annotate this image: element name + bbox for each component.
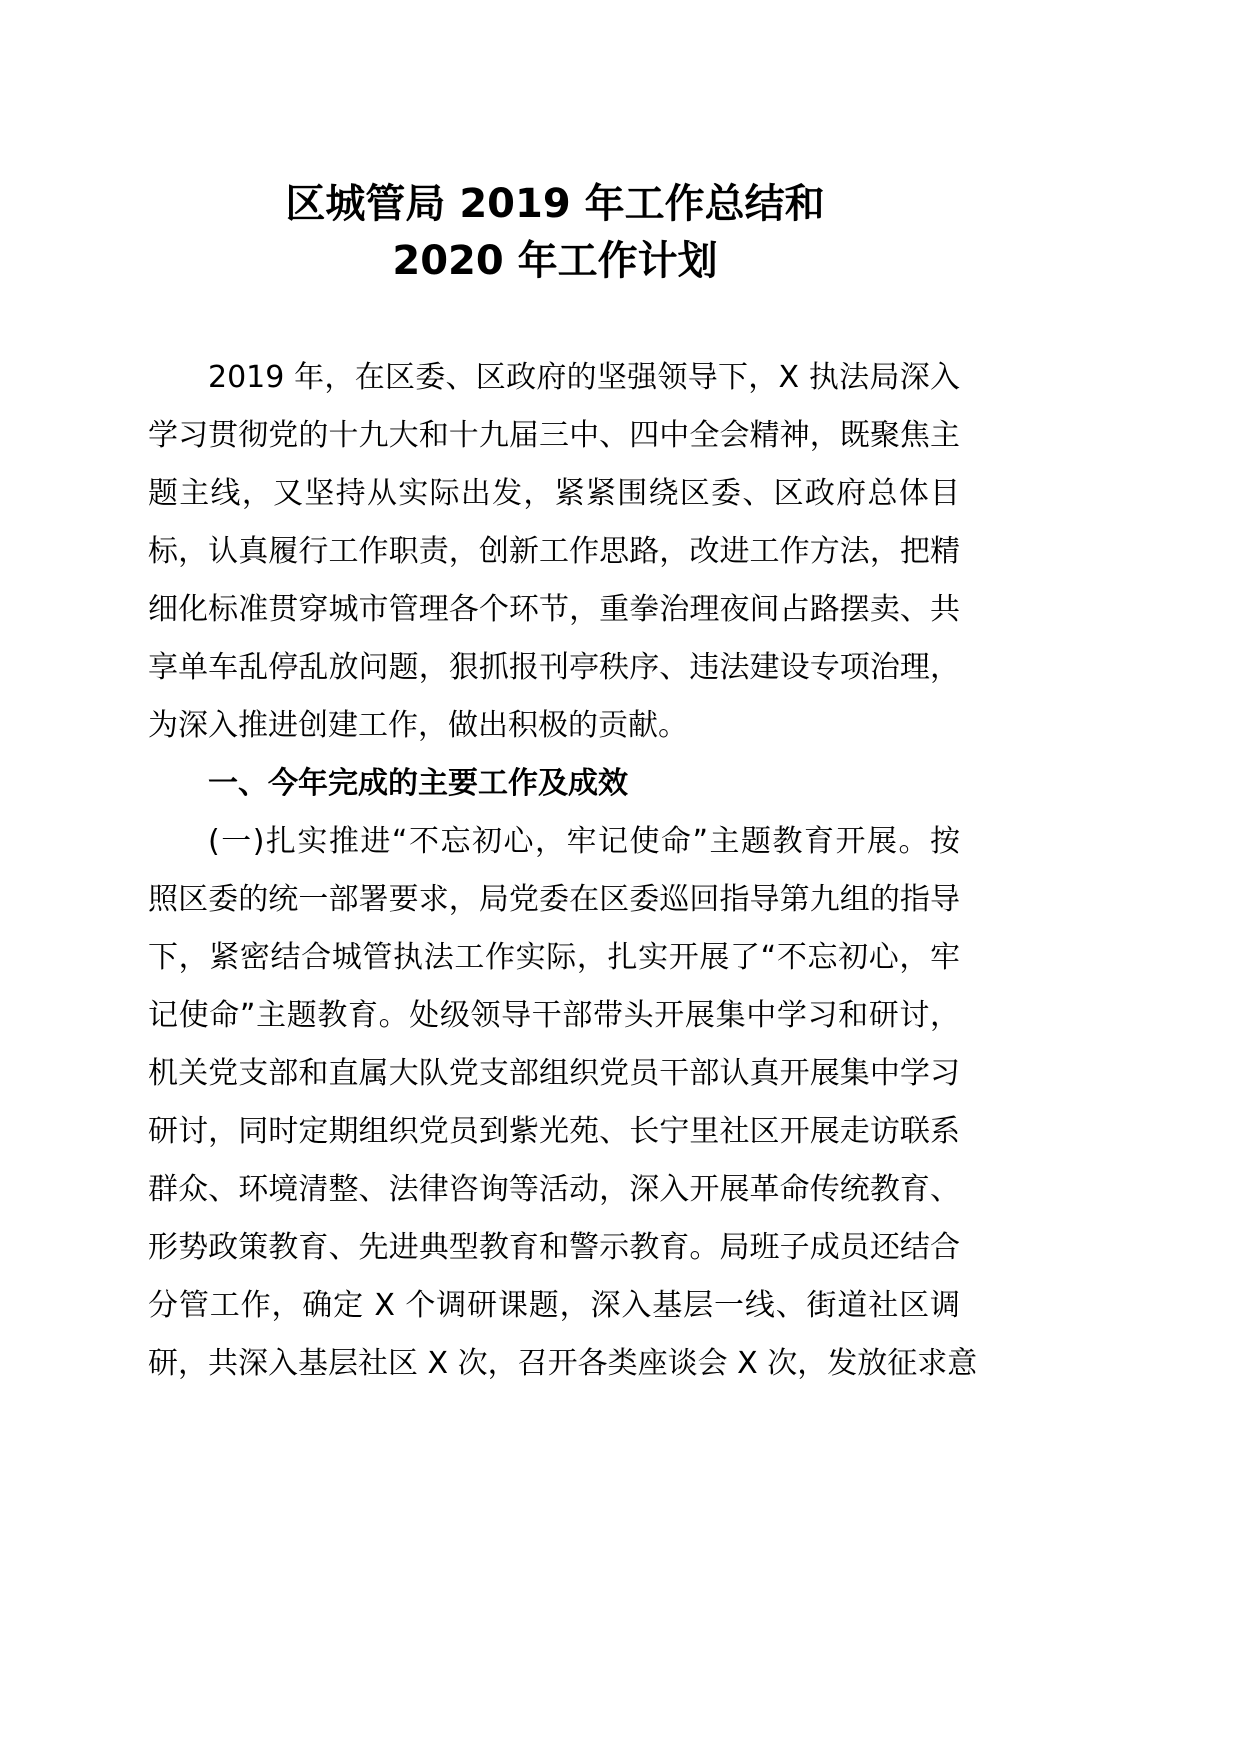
paragraph-line: 题主线，又坚持从实际出发，紧紧围绕区委、区政府总体目	[148, 476, 960, 511]
paragraph-line: 标，认真履行工作职责，创新工作思路，改进工作方法，把精	[148, 534, 960, 569]
document-title	[0, 176, 1110, 290]
paragraph-line: 群众、环境清整、法律咨询等活动，深入开展革命传统教育、	[148, 1172, 960, 1207]
section-heading: 一、今年完成的主要工作及成效	[208, 766, 628, 801]
paragraph-line: 为深入推进创建工作，做出积极的贡献。	[148, 708, 688, 743]
paragraph-line: 机关党支部和直属大队党支部组织党员干部认真开展集中学习	[148, 1056, 960, 1091]
paragraph-line: 分管工作，确定 X 个调研课题，深入基层一线、街道社区调	[148, 1288, 960, 1323]
paragraph-line: 研讨，同时定期组织党员到紫光苑、长宁里社区开展走访联系	[148, 1114, 960, 1149]
title-line-2: 2020 年工作计划	[392, 238, 718, 284]
paragraph-line: 2019 年，在区委、区政府的坚强领导下，X 执法局深入	[208, 360, 960, 395]
title-line-1: 区城管局 2019 年工作总结和	[285, 181, 825, 227]
paragraph-line: 下，紧密结合城管执法工作实际，扎实开展了“不忘初心，牢	[148, 940, 960, 975]
document-body	[148, 349, 978, 1393]
paragraph-line: 照区委的统一部署要求，局党委在区委巡回指导第九组的指导	[148, 882, 960, 917]
paragraph-line: 研，共深入基层社区 X 次，召开各类座谈会 X 次，发放征求意	[148, 1346, 978, 1381]
paragraph-line: 学习贯彻党的十九大和十九届三中、四中全会精神，既聚焦主	[148, 418, 960, 453]
paragraph-line: 享单车乱停乱放问题，狠抓报刊亭秩序、违法建设专项治理，	[148, 650, 960, 685]
paragraph-line: 细化标准贯穿城市管理各个环节，重拳治理夜间占路摆卖、共	[148, 592, 960, 627]
paragraph-line: (一)扎实推进“不忘初心，牢记使命”主题教育开展。按	[208, 824, 960, 859]
paragraph-line: 形势政策教育、先进典型教育和警示教育。局班子成员还结合	[148, 1230, 960, 1265]
paragraph-line: 记使命”主题教育。处级领导干部带头开展集中学习和研讨，	[148, 998, 960, 1033]
